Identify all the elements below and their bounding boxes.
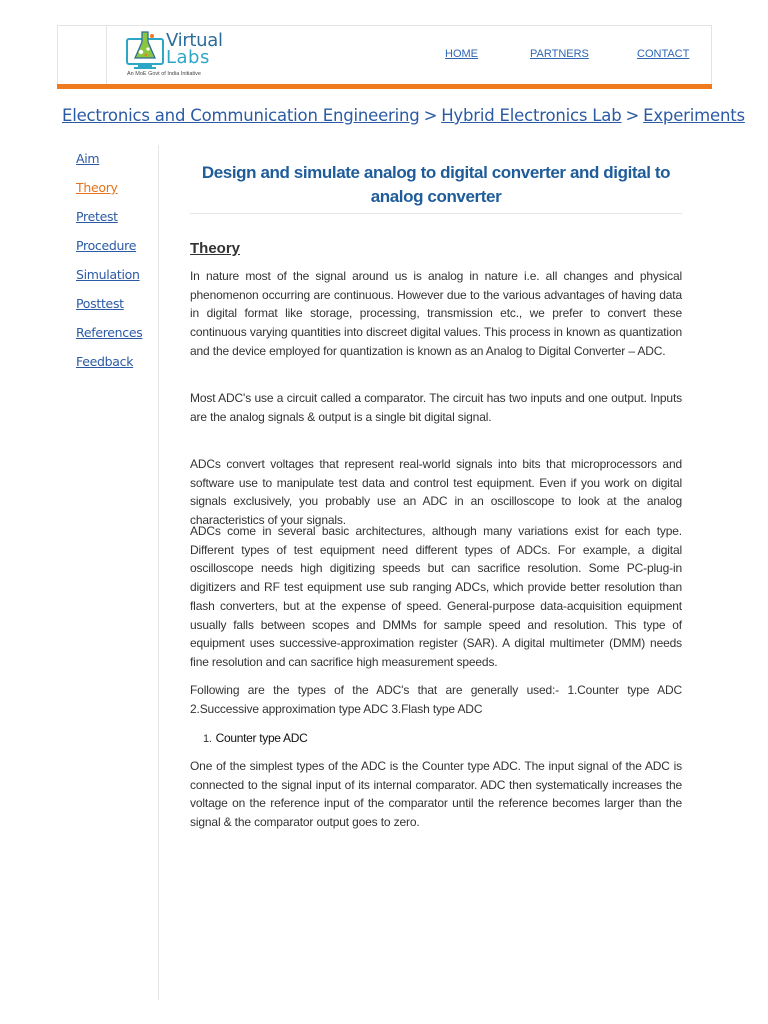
list-item [203, 731, 308, 745]
page-title: Design and simulate analog to digital converter and digital to analog converter [201, 163, 671, 206]
breadcrumb-separator: > [625, 106, 640, 125]
sidebar-divider [158, 145, 159, 1000]
breadcrumb-item-experiments[interactable]: Experiments [643, 106, 745, 125]
sidebar-item-procedure[interactable]: Procedure [76, 238, 137, 253]
sidebar-item-simulation[interactable]: Simulation [76, 267, 140, 282]
nav-partners-link[interactable]: PARTNERS [530, 48, 589, 60]
breadcrumb [62, 106, 745, 125]
breadcrumb-separator: > [423, 106, 438, 125]
header-divider [106, 25, 107, 84]
sidebar-item-theory[interactable]: Theory [76, 180, 118, 195]
logo-name-line1: Virtual [166, 30, 223, 51]
sidebar-item-references[interactable]: References [76, 325, 143, 340]
nav-contact-link[interactable]: CONTACT [637, 48, 690, 60]
section-heading: Theory [190, 240, 241, 257]
header-accent-bar [57, 84, 712, 89]
theory-paragraph-2: Most ADC's use a circuit called a comparator. The circuit has two inputs and one output. Inputs are the analog signals & output is a single bit digital signal. [190, 391, 682, 424]
sidebar-item-posttest[interactable]: Posttest [76, 296, 124, 311]
nav-home-link[interactable]: HOME [445, 48, 478, 60]
breadcrumb-item-department[interactable]: Electronics and Communication Engineering [62, 106, 420, 125]
list-item-label: Counter type ADC [215, 731, 308, 745]
logo-tagline: An MoE Govt of India Initiative [127, 71, 201, 77]
sidebar-item-aim[interactable]: Aim [76, 151, 100, 166]
theory-paragraph-1: In nature most of the signal around us is analog in nature i.e. all changes and physical phenomenon occurring are continuous. However due to the various advantages of having data in digital format like storage, processing, transmission etc., we prefer to convert these continuous varying quantities into discreet digital values. This process in known as quantization and the device employed for quantization is known as an Analog to Digital Converter – ADC. [190, 269, 682, 358]
sidebar-item-pretest[interactable]: Pretest [76, 209, 118, 224]
theory-paragraph-5: Following are the types of the ADC's that are generally used:- 1.Counter type ADC 2.Successive approximation type ADC 3.Flash type ADC [190, 683, 682, 716]
theory-paragraph-4: ADCs come in several basic architectures, although many variations exist for each type. Different types of test equipment need different types of ADCs. For example, a digital oscilloscope needs high digitizing speeds but can sacrifice resolution. Some PC-plug-in digitizers and RF test equipment use sub ranging ADCs, which provide better resolution than flash converters, but at the expense of speed. General-purpose data-acquisition equipment usually falls between scopes and DMMs for sample speed and resolution. This type of equipment uses successive-approximation register (SAR). A digital multimeter (DMM) needs fine resolution and can sacrifice high measurement speeds. [190, 524, 682, 669]
breadcrumb-item-lab[interactable]: Hybrid Electronics Lab [441, 106, 622, 125]
theory-paragraph-6: One of the simplest types of the ADC is the Counter type ADC. The input signal of the ADC is connected to the signal input of its internal comparator. ADC then systematically increases the voltage on the reference input of the comparator until the reference becomes larger than the signal & the comparator output goes to zero. [190, 759, 682, 830]
title-divider [190, 213, 682, 214]
logo-name-line2: Labs [166, 47, 210, 68]
sidebar-item-feedback[interactable]: Feedback [76, 354, 134, 369]
list-item-number: 1. [203, 733, 212, 745]
theory-paragraph-3: ADCs convert voltages that represent real-world signals into bits that microprocessors and software use to manipulate test data and control test equipment. Even if you work on digital signals exclusively, you probably use an ADC in an oscilloscope to look at the analog characteristics of your signals. [190, 457, 682, 528]
